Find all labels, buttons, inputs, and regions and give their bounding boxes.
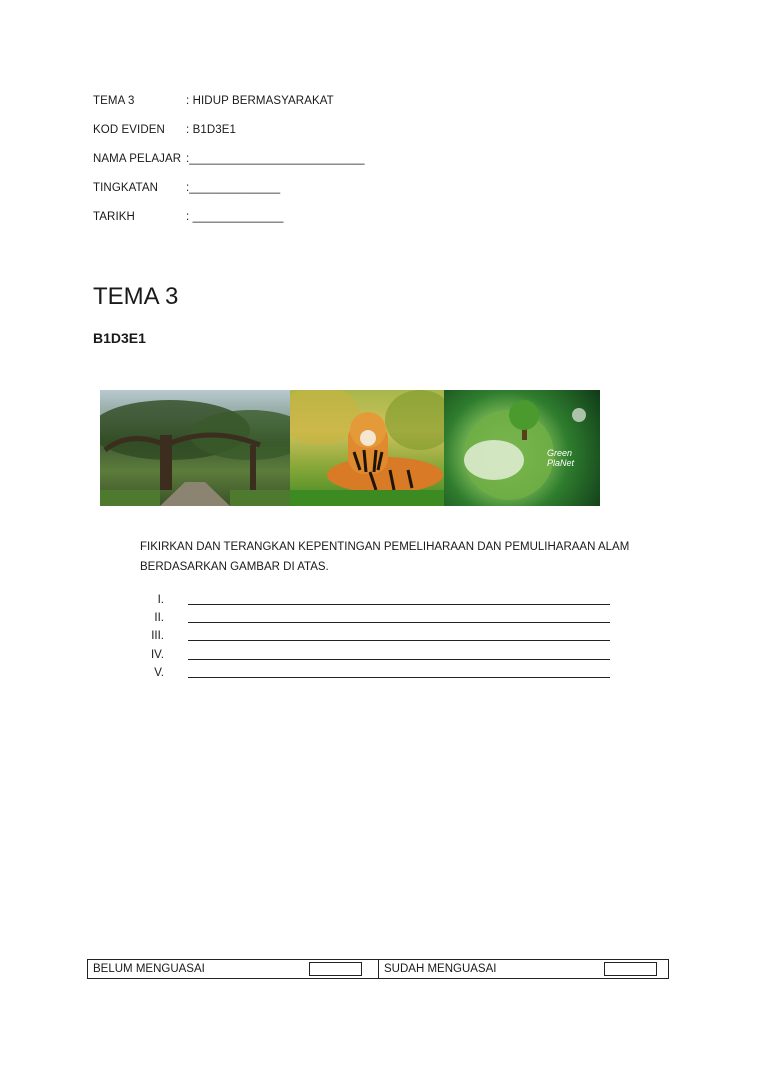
info-key: NAMA PELAJAR bbox=[93, 153, 182, 165]
evidence-code: B1D3E1 bbox=[93, 330, 146, 346]
answer-number: V. bbox=[154, 667, 164, 679]
belum-menguasai-label: BELUM MENGUASAI bbox=[93, 963, 205, 975]
tree-avenue-image bbox=[100, 390, 290, 506]
info-value[interactable]: :___________________________ bbox=[186, 153, 365, 165]
answer-line[interactable] bbox=[188, 622, 610, 623]
answer-line[interactable] bbox=[188, 640, 610, 641]
info-value: : HIDUP BERMASYARAKAT bbox=[186, 95, 334, 107]
answer-number: III. bbox=[151, 630, 164, 642]
page-title: TEMA 3 bbox=[93, 283, 179, 310]
info-key: TARIKH bbox=[93, 211, 135, 223]
info-key: TEMA 3 bbox=[93, 95, 135, 107]
question-text: FIKIRKAN DAN TERANGKAN KEPENTINGAN PEMELIHARAAN DAN PEMULIHARAAN ALAM BERDASARKAN GAMBAR DI ATAS. bbox=[140, 541, 630, 573]
info-key: KOD EVIDEN bbox=[93, 124, 165, 136]
answer-line[interactable] bbox=[188, 659, 610, 660]
info-value: : B1D3E1 bbox=[186, 124, 237, 136]
sudah-menguasai-checkbox[interactable] bbox=[604, 962, 657, 976]
answer-number: II. bbox=[154, 612, 164, 624]
info-key: TINGKATAN bbox=[93, 182, 159, 194]
answer-number: I. bbox=[157, 594, 164, 606]
info-value[interactable]: : ______________ bbox=[186, 211, 284, 223]
tiger-image bbox=[290, 390, 444, 506]
answer-line[interactable] bbox=[188, 677, 610, 678]
table-divider bbox=[378, 960, 379, 978]
image-strip bbox=[100, 390, 600, 506]
answer-line[interactable] bbox=[188, 604, 610, 605]
green-planet-image bbox=[444, 390, 600, 506]
mastery-table bbox=[87, 959, 669, 979]
sudah-menguasai-label: SUDAH MENGUASAI bbox=[384, 963, 497, 975]
green-planet-label: Green PlaNet bbox=[547, 448, 575, 468]
belum-menguasai-checkbox[interactable] bbox=[309, 962, 362, 976]
info-value[interactable]: :______________ bbox=[186, 182, 281, 194]
answer-number: IV. bbox=[150, 649, 164, 661]
